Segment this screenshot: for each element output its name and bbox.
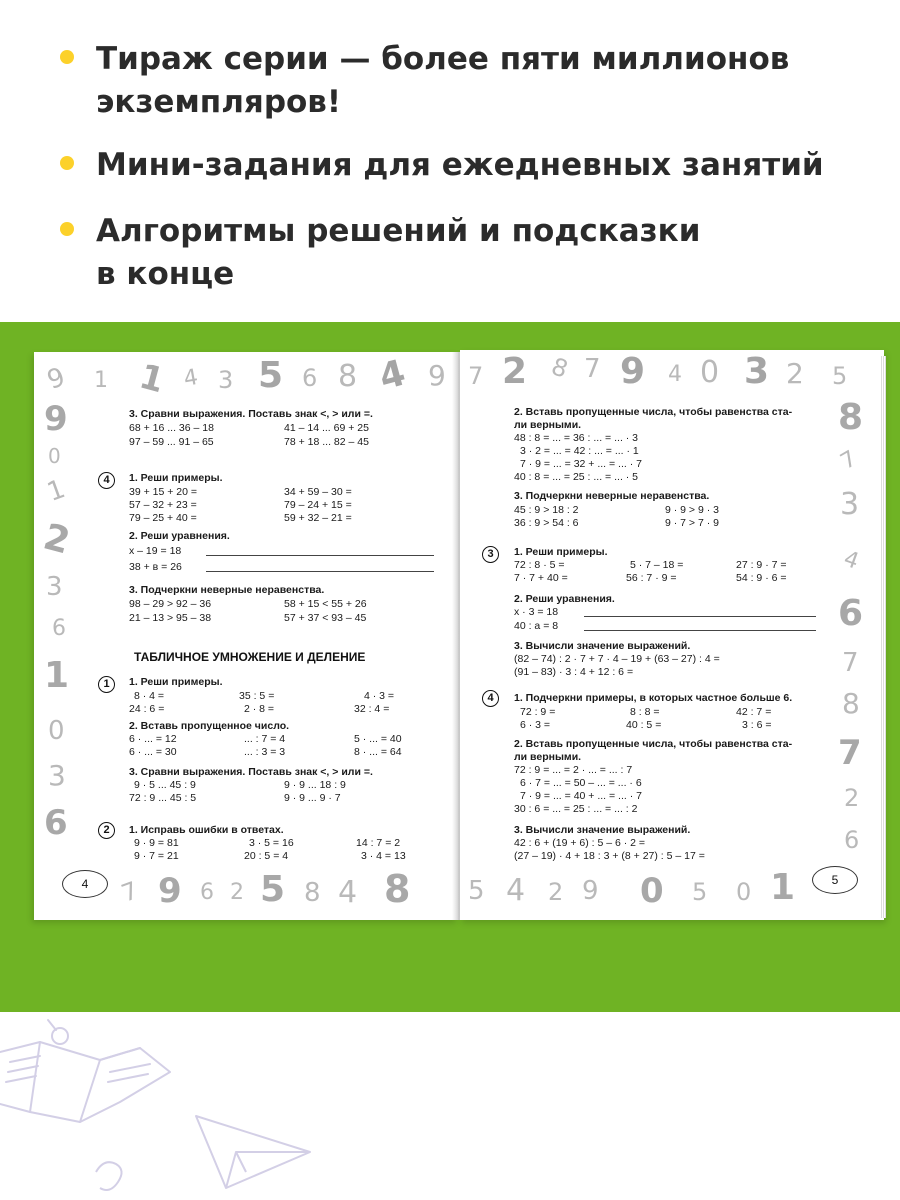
border-digit: 5 — [260, 869, 286, 910]
expression: 8 · 4 = — [134, 690, 165, 702]
expression: 3 : 6 = — [742, 719, 772, 731]
border-digit: 8 — [384, 867, 411, 911]
inequality: 58 + 15 < 55 + 26 — [284, 598, 367, 610]
feature-text-line1: Алгоритмы решений и подсказки — [96, 213, 701, 249]
expression: 5 · ... = 40 — [354, 733, 402, 745]
page-edges — [880, 356, 886, 918]
task-title: ли верными. — [514, 751, 582, 763]
expression: 41 – 14 ... 69 + 25 — [284, 422, 369, 434]
border-digit: 9 — [43, 362, 70, 396]
expression: 72 : 9 = — [520, 706, 556, 718]
border-digit: 7 — [838, 733, 862, 773]
bullet-dot-icon — [60, 156, 74, 170]
expression: ... : 3 = 3 — [244, 746, 286, 758]
task-title: 3. Сравни выражения. Поставь знак <, > или =. — [129, 766, 373, 778]
border-digit: 9 — [582, 876, 599, 906]
border-digit: 5 — [258, 355, 284, 396]
border-digit: 4 — [338, 875, 358, 910]
expression: 8 · ... = 64 — [354, 746, 402, 758]
border-digit: 0 — [640, 871, 664, 911]
border-digit: 5 — [692, 878, 708, 906]
border-digit: 1 — [94, 368, 108, 393]
task-title: 3. Подчеркни неверные неравенства. — [129, 584, 325, 596]
border-digit: 2 — [502, 351, 528, 392]
expression: 6 · ... = 30 — [129, 746, 177, 758]
border-digit: 4 — [374, 352, 410, 399]
equality-chain: 40 : 8 = ... = 25 : ... = ... · 5 — [514, 471, 639, 483]
expression: 97 – 59 ... 91 – 65 — [129, 436, 214, 448]
task-title: 1. Реши примеры. — [129, 676, 223, 688]
block-number: 4 — [98, 472, 115, 489]
equality-chain: 72 : 9 = ... = 2 · ... = ... : 7 — [514, 764, 633, 776]
expression: 34 + 59 – 30 = — [284, 486, 352, 498]
equality-chain: 7 · 9 = ... = 40 + ... = ... · 7 — [520, 790, 642, 802]
border-digit: 6 — [302, 364, 318, 392]
expression: 14 : 7 = 2 — [356, 837, 401, 849]
border-digit: 5 — [832, 362, 848, 390]
border-digit: 3 — [218, 366, 234, 394]
expression: 57 – 32 + 23 = — [129, 499, 197, 511]
answer-line — [584, 630, 816, 631]
paper-plane-icon — [196, 1116, 310, 1188]
expression: 3 · 5 = 16 — [249, 837, 294, 849]
task-title: 2. Вставь пропущенные числа, чтобы равенства ста- — [514, 738, 793, 750]
expression: 32 : 4 = — [354, 703, 390, 715]
decorative-doodles — [0, 1012, 900, 1200]
border-digit: 8 — [842, 687, 860, 720]
expression: 39 + 15 + 20 = — [129, 486, 198, 498]
border-digit: 4 — [840, 546, 863, 575]
expression: 9 · 9 ... 18 : 9 — [284, 779, 346, 791]
expression: 59 + 32 – 21 = — [284, 512, 352, 524]
feature-text-line1: Тираж серии — более пяти миллионов — [96, 41, 790, 77]
border-digit: 7 — [468, 362, 484, 390]
border-digit: 6 — [44, 803, 68, 843]
border-digit: 3 — [744, 351, 770, 392]
border-digit: 8 — [304, 878, 321, 908]
equality-chain: 6 · 7 = ... = 50 – ... = ... · 6 — [520, 777, 642, 789]
border-digit: 5 — [468, 876, 485, 906]
answer-line — [206, 571, 434, 572]
page-number: 5 — [812, 866, 858, 894]
page-number: 4 — [62, 870, 108, 898]
border-digit: 2 — [230, 880, 244, 905]
paperclip-icon — [96, 1162, 122, 1190]
expression: 56 : 7 · 9 = — [626, 572, 677, 584]
equality-chain: 48 : 8 = ... = 36 : ... = ... · 3 — [514, 432, 639, 444]
expression: 42 : 6 + (19 + 6) : 5 – 6 · 2 = — [514, 837, 646, 849]
task-title: 2. Вставь пропущенное число. — [129, 720, 290, 732]
feature-text-line2: в конце — [96, 256, 235, 292]
border-digit: 0 — [700, 355, 720, 390]
expression: 40 : 5 = — [626, 719, 662, 731]
feature-list — [0, 0, 900, 320]
answer-line — [584, 616, 816, 617]
expression: 54 : 9 · 6 = — [736, 572, 787, 584]
task-title: 3. Подчеркни неверные неравенства. — [514, 490, 710, 502]
task-title: 1. Реши примеры. — [129, 472, 223, 484]
border-digit: 2 — [786, 357, 804, 390]
border-digit: 7 — [836, 446, 862, 475]
answer-line — [206, 555, 434, 556]
border-digit: 1 — [43, 474, 70, 508]
expression: 9 · 9 = 81 — [134, 837, 179, 849]
task-title: 3. Вычисли значение выражений. — [514, 824, 691, 836]
equality-chain: 30 : 6 = ... = 25 : ... = ... : 2 — [514, 803, 638, 815]
inequality: 21 – 13 > 95 – 38 — [129, 612, 212, 624]
expression: 27 : 9 · 7 = — [736, 559, 787, 571]
expression: 78 + 18 ... 82 – 45 — [284, 436, 369, 448]
equality-chain: 3 · 2 = ... = 42 : ... = ... · 1 — [520, 445, 639, 457]
equality-chain: 7 · 9 = ... = 32 + ... = ... · 7 — [520, 458, 642, 470]
feature-text-line2: экземпляров! — [96, 84, 342, 120]
border-digit: 2 — [844, 784, 860, 812]
border-digit: 8 — [547, 352, 572, 384]
expression: (91 – 83) · 3 : 4 + 12 : 6 = — [514, 666, 634, 678]
border-digit: 8 — [338, 359, 358, 394]
border-digit: 6 — [200, 880, 214, 905]
expression: ... : 7 = 4 — [244, 733, 286, 745]
border-digit: 4 — [668, 362, 682, 387]
expression: 35 : 5 = — [239, 690, 275, 702]
expression: 4 · 3 = — [364, 690, 395, 702]
border-digit: 4 — [181, 364, 200, 393]
expression: 72 : 9 ... 45 : 5 — [129, 792, 197, 804]
border-digit: 6 — [838, 593, 864, 634]
expression: 79 – 24 + 15 = — [284, 499, 352, 511]
block-number: 1 — [98, 676, 115, 693]
expression: 5 · 7 – 18 = — [630, 559, 684, 571]
border-digit: 7 — [842, 648, 859, 678]
border-digit: 9 — [158, 871, 182, 911]
expression: 20 : 5 = 4 — [244, 850, 289, 862]
border-digit: 1 — [135, 356, 169, 402]
border-digit: 3 — [46, 572, 63, 602]
expression: 6 · 3 = — [520, 719, 551, 731]
border-digit: 7 — [584, 354, 601, 384]
inequality: 36 : 9 > 54 : 6 — [514, 517, 579, 529]
expression: 9 · 7 = 21 — [134, 850, 179, 862]
expression: 7 · 7 + 40 = — [514, 572, 568, 584]
expression: 79 – 25 + 40 = — [129, 512, 197, 524]
border-digit: 6 — [52, 616, 66, 641]
inequality: 98 – 29 > 92 – 36 — [129, 598, 212, 610]
task-title: ли верными. — [514, 419, 582, 431]
task-title: 1. Реши примеры. — [514, 546, 608, 558]
border-digit: 9 — [44, 399, 68, 439]
expression: (27 – 19) · 4 + 18 : 3 + (8 + 27) : 5 – 17 = — [514, 850, 705, 862]
expression: 24 : 6 = — [129, 703, 165, 715]
book-page-right — [460, 350, 884, 920]
border-digit: 0 — [48, 716, 65, 746]
feature-text-line1: Мини-задания для ежедневных занятий — [96, 147, 824, 183]
task-title: 1. Подчеркни примеры, в которых частное больше 6. — [514, 692, 793, 704]
equation: 38 + в = 26 — [129, 561, 182, 573]
equation: x · 3 = 18 — [514, 606, 559, 618]
expression: 6 · ... = 12 — [129, 733, 177, 745]
task-title: 3. Сравни выражения. Поставь знак <, > или =. — [129, 408, 373, 420]
inequality: 45 : 9 > 18 : 2 — [514, 504, 579, 516]
bullet-dot-icon — [60, 222, 74, 236]
expression: 9 · 9 ... 9 · 7 — [284, 792, 341, 804]
border-digit: 9 — [428, 359, 446, 392]
expression: 72 : 8 · 5 = — [514, 559, 565, 571]
block-number: 2 — [98, 822, 115, 839]
section-heading: ТАБЛИЧНОЕ УМНОЖЕНИЕ И ДЕЛЕНИЕ — [134, 650, 366, 664]
border-digit: 3 — [48, 759, 66, 792]
open-book-icon — [0, 1020, 170, 1122]
expression: 42 : 7 = — [736, 706, 772, 718]
task-title: 1. Исправь ошибки в ответах. — [129, 824, 284, 836]
bullet-dot-icon — [60, 50, 74, 64]
expression: 2 · 8 = — [244, 703, 275, 715]
inequality: 9 · 9 > 9 · 3 — [665, 504, 719, 516]
border-digit: 4 — [506, 873, 526, 908]
block-number: 4 — [482, 690, 499, 707]
border-digit: 7 — [117, 876, 142, 908]
border-digit: 9 — [620, 351, 646, 392]
border-digit: 6 — [844, 826, 860, 854]
border-digit: 0 — [48, 444, 61, 468]
book-page-left — [34, 352, 458, 920]
task-title: 2. Реши уравнения. — [129, 530, 230, 542]
expression: 3 · 4 = 13 — [361, 850, 406, 862]
border-digit: 2 — [39, 516, 75, 563]
task-title: 3. Вычисли значение выражений. — [514, 640, 691, 652]
equation: x – 19 = 18 — [129, 545, 182, 557]
expression: 68 + 16 ... 36 – 18 — [129, 422, 214, 434]
equation: 40 : a = 8 — [514, 620, 559, 632]
task-title: 2. Вставь пропущенные числа, чтобы равенства ста- — [514, 406, 793, 418]
border-digit: 1 — [770, 867, 796, 908]
block-number: 3 — [482, 546, 499, 563]
border-digit: 1 — [44, 655, 70, 696]
border-digit: 8 — [838, 397, 864, 438]
border-digit: 2 — [548, 878, 564, 906]
task-title: 2. Реши уравнения. — [514, 593, 615, 605]
border-digit: 3 — [840, 487, 860, 522]
expression: (82 – 74) : 2 · 7 + 7 · 4 – 19 + (63 – 27) : 4 = — [514, 653, 720, 665]
inequality: 9 · 7 > 7 · 9 — [665, 517, 719, 529]
inequality: 57 + 37 < 93 – 45 — [284, 612, 367, 624]
expression: 9 · 5 ... 45 : 9 — [134, 779, 196, 791]
expression: 8 : 8 = — [630, 706, 660, 718]
border-digit: 0 — [736, 878, 752, 906]
